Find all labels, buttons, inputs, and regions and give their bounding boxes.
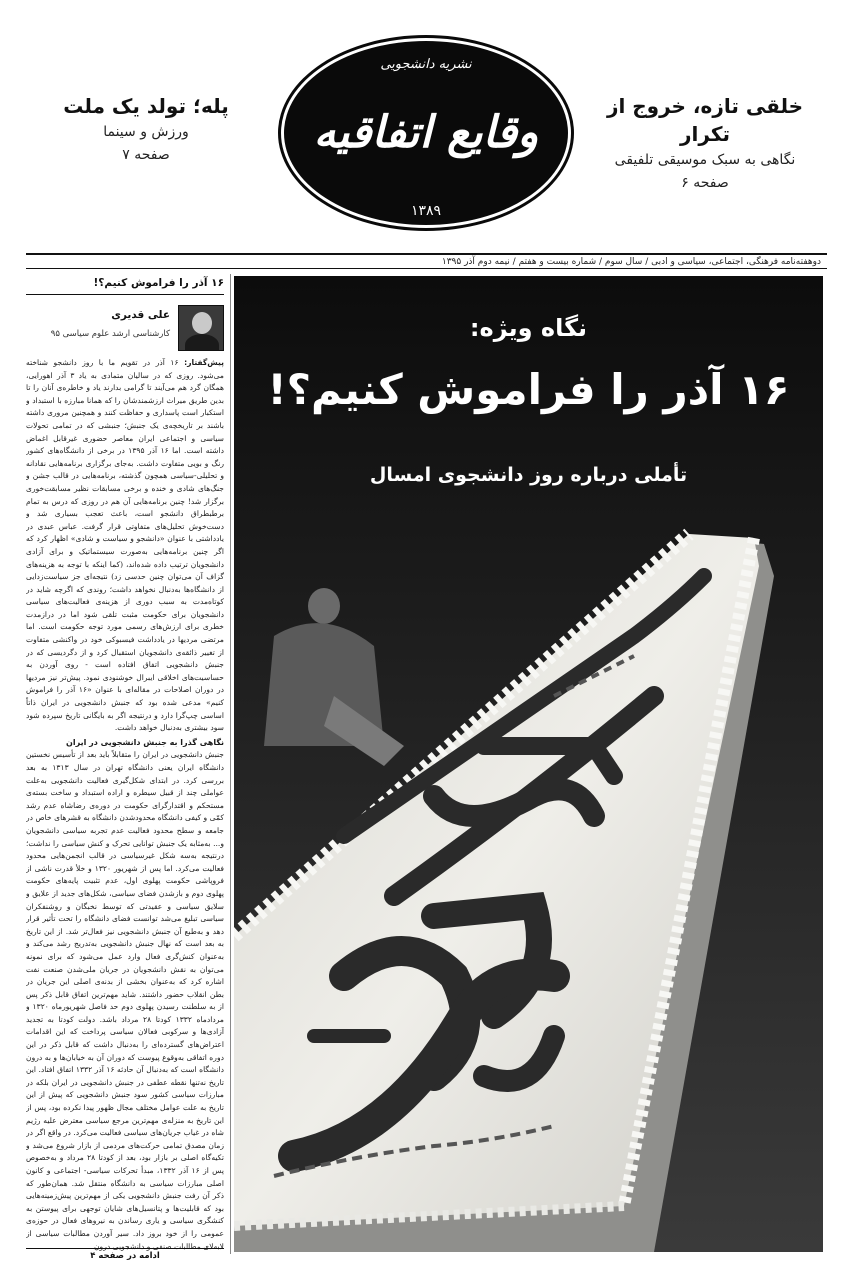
- teaser-music-page: صفحه ۶: [681, 175, 729, 191]
- teaser-pele-subtitle: ورزش و سینما: [103, 124, 189, 140]
- article-lead-text: ۱۶ آذر در تقویم ما با روز دانشجو شناخته می‌شود. روزی که در سالیان متمادی به یاد ۳ آذر اهورایی، همگان گرد هم می‌آیند تا گرامی بدارند یاد و خاطره‌ی آنان را تا بدین طریق میراث ارزشمندشان را که همانا مبارزه با استبداد و استکبار است پاسداری و حفاظت کنند و همچنین مروری داشته باشند بر تاریخچه‌ی یک جنبش؛ جنبشی که در تمامی تحولات سیاسی و اجتماعی ایران معاصر حضوری غیرقابل اغماض داشته است. اما ۱۶ آذر ۱۳۹۵ در برخی از دانشگاه‌های کشور رنگ و بویی متفاوت داشت. به‌جای برگزاری برنامه‌هایی نقادانه و تحلیلی-سیاسی همچون گذشته، برنامه‌هایی در قالب جشن و جنگ‌های شادی و خنده و برخی مسابقات نظیر مسابقت‌خوری برگزار شد! چنین برنامه‌هایی آن هم در روزی که درس به تمام برطبطراق دانشجو است، باعث تعجب بسیاری شد و دست‌خوش تحلیل‌های متفاوتی قرار گرفت. عباس عبدی در یادداشتی با عنوان «دانشجو و سیاست و شادی» اظهار کرد که اگر چنین برنامه‌هایی به‌صورت سیستماتیک و برای آزادی دانشجویان ترتیب داده شده‌اند، (کما اینکه با توجه به هزینه‌های گزاف آن می‌توان چنین حدسی زد) نتیجه‌ای جز سیاست‌زدایی از دانشگاه‌ها به‌دنبال نخواهد داشت؛ روندی که اگرچه شاید در کوتاه‌مدت به سبب دوری از هزینه‌ی فعالیت‌های سیاسی دانشجویان برای حکومت مثبت تلقی شود اما در درازمدت خطری برای ارزش‌های رسمی مورد توجه حکومت است. اما مرتضی مردیها در یادداشت فیسبوکی خود در واکنشی متفاوت از تغییر ذائقه‌ی دانشجویان استقبال کرد و از دگردیسی که در جنبش دانشجویی اتفاق افتاده است - روی آوردن به حساسیت‌های اخلاقی ایبرال خوشنودی نمود. پیش‌تر نیز مردیها در دوران اصلاحات در مقاله‌ای با عنوان «۱۶ آذر را فراموش کنیم» مدعی شده بود که جنبش دانشجویی در ایران ذاتاً اساسی چپ‌گرا دارد و درنتیجه اگر به بایگانی تاریخ سپرده شود سود بیشتری به‌دنبال خواهد داشت.: [26, 358, 224, 733]
- article-lead-label: پیش‌گفتار:: [184, 358, 224, 367]
- teaser-music-subtitle: نگاهی به سبک موسیقی تلفیقی: [614, 152, 796, 168]
- teaser-pele-page: صفحه ۷: [122, 147, 170, 163]
- teaser-pele-title: پله؛ تولد یک ملت: [63, 94, 229, 118]
- cover-photo: [234, 276, 823, 1252]
- masthead: [0, 0, 853, 250]
- newspaper-logo: [281, 38, 571, 228]
- teaser-music-title: خلقی تازه، خروج از تکرار: [606, 94, 804, 146]
- teaser-pele[interactable]: [26, 92, 266, 166]
- continued-link[interactable]: ادامه در صفحه ۴: [26, 1248, 224, 1261]
- article-subhead: نگاهی گذرا به جنبش دانشجویی در ایران: [66, 737, 224, 747]
- logo-title: وقایع اتفاقیه: [313, 107, 539, 158]
- column-divider: [230, 274, 231, 1254]
- author-role: کارشناسی ارشد علوم سیاسی ۹۵: [50, 329, 170, 339]
- teaser-music[interactable]: [585, 92, 825, 194]
- logo-label: نشریه دانشجویی: [380, 57, 472, 72]
- logo-year: ۱۳۸۹: [410, 203, 442, 219]
- issue-info: دوهفته‌نامه فرهنگی، اجتماعی، سیاسی و ادبی / سال سوم / شماره بیست و هفتم / نیمه دوم آذر ۱۳۹۵: [26, 253, 827, 269]
- article-body: [26, 357, 224, 1253]
- article-column-title: ۱۶ آذر را فراموش کنیم؟!: [26, 274, 224, 295]
- cover-kicker: نگاه ویژه:: [469, 314, 588, 342]
- cover-headline: ۱۶ آذر را فراموش کنیم؟!: [267, 365, 790, 414]
- cover-deck: تأملی درباره روز دانشجوی امسال: [369, 464, 688, 486]
- article-body-text: جنبش دانشجویی در ایران را متقابلاً باید بعد از تأسیس نخستین دانشگاه ایران یعنی دانشگاه تهران در سال ۱۳۱۳ به بعد بررسی کرد. در ابتدای شکل‌گیری فعالیت دانشجویی به‌علت عواملی چند از قبیل سیطره و اراده استبداد و ساخت بسته‌ی مستحکم و اقتدارگرای حکومت در دوره‌ی رضاشاه عدم رشد کمّی و کیفی دانشگاه محدودشدن دانشگاه به قشرهای خاص در جامعه و سطح محدود فعالیت عدم تجربه سیاسی دانشجویان و... به‌مثابه یک جنبش توانایی تحرک و کنش سیاسی را نداشت؛ درنتیجه به‌سه شکل غیرسیاسی در قالب انجمن‌هایی محدود فعالیت می‌کرد. اما پس از شهریور ۱۳۲۰ و خلأ قدرت ناشی از فروپاشی حکومت پهلوی اول، عدم تثبیت پایه‌های حکومت پهلوی دوم و بازشدن فضای سیاسی، شکل‌های جدید از علایق و سلایق سیاسی و عقیدتی که توسط نخبگان و روشنفکران سیاسی تبلیغ می‌شد توانست فضای دانشگاه را تحت تأثیر قرار دهد و به‌طبع آن جنبش دانشجویی نیز فعال‌تر شد. از این تاریخ به بعد است که نهال جنبش دانشجویی به‌تدریج رشد می‌کند و به‌عنوان کنش‌گری فعال وارد عمل می‌شود که برای نمونه می‌توان به نقش دانشجویان در جریان ملی‌شدن صنعت نفت اشاره کرد که به‌عنوان بخشی از بدنه‌ی اصلی این جریان در بطن انقلاب حضور داشتند. شاید مهم‌ترین اتفاق قابل ذکر پس از به سلطنت رسیدن پهلوی دوم حد فاصل شهریورماه ۱۳۲۰ و مردادماه ۱۳۳۲ کودتا ۲۸ مرداد باشد. دولت کودتا به تجدید آزادی‌ها و سرکوبی فعالان سیاسی پرداخت که این اقدامات اعتراض‌های گسترده‌ای را به‌دنبال داشت که قابل ذکر در این دوره اتفاقی به‌وقوع پیوست که دوران آن به خیابان‌ها و به درون دانشگاه است که به‌دنبال آن حادثه ۱۶ آذر ۱۳۳۲ اتفاق افتاد. این تاریخ نه‌تنها نقطه عطفی در جنبش دانشجویی در ایران بلکه در مبارزات سیاسی کشور سود جنبش دانشجویی که پیش از این تاریخ به علت عوامل مختلف مجال ظهور پیدا نکرده بود، پس از این تاریخ به منزله‌ی مهم‌ترین مرجع سیاسی معترض علیه رژیم شاه در غیاب جریان‌های سیاسی فعالیت می‌کرد. در واقع اگر در زمان مصدق تمامی حرکت‌های مردمی از بازار شروع می‌شد و تکیه‌گاه اصلی بر بازار بود، بعد از کودتا ۲۸ مرداد و به‌خصوص پس از ۱۶ آذر ۱۳۳۲، مبدأ تحرکات سیاسی- اجتماعی و کانون اصلی مبارزات سیاسی به دانشگاه منتقل شد. همان‌طور که ذکر آن رفت جنبش دانشجویی یکی از مهم‌ترین پیش‌زمینه‌هایی بود که قابلیت‌ها و پتانسیل‌های شایان توجهی برای پیوستن به کنشگری سیاسی و یاری رساندن به نیروهای فعال در حوزه‌ی عمومی را از خود بروز داد. سیر آوردن مطالبات سیاسی از لابه‌لای مطالبات صنفی و دانشجویی درون...: [26, 750, 224, 1251]
- issue-divider: [26, 268, 827, 269]
- cake-photo-illustration: [234, 276, 823, 1252]
- author-byline: [26, 305, 224, 353]
- author-name: علی قدیری: [111, 309, 170, 321]
- author-photo: [178, 305, 224, 351]
- article-column: [26, 274, 224, 1264]
